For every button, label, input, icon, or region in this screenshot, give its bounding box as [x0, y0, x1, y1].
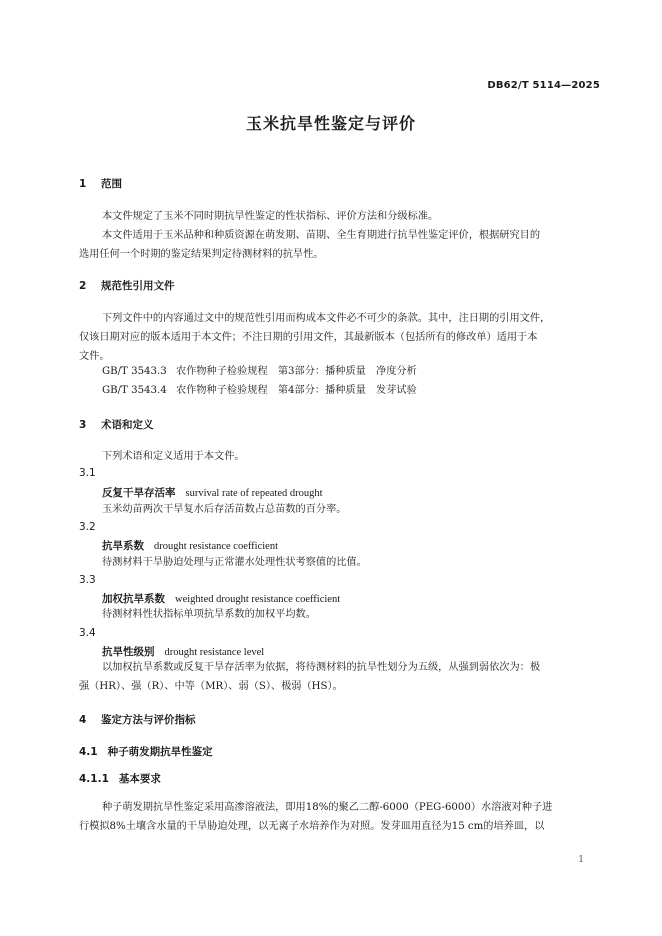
term-chinese: 抗旱系数 — [102, 540, 144, 552]
term-english: weighted drought resistance coefficient — [175, 594, 341, 605]
section-title: 规范性引用文件 — [101, 280, 175, 292]
term-entry — [102, 591, 340, 606]
paragraph-continued: 文件。 — [79, 351, 110, 362]
section-title: 范围 — [101, 178, 122, 190]
reference-title: 农作物种子检验规程 第4部分：播种质量 发芽试验 — [176, 385, 417, 396]
paragraph-continued: 行模拟8%土壤含水量的干旱胁迫处理，以无离子水培养作为对照。发芽皿用直径为15 cm的培养皿，以 — [79, 821, 545, 832]
term-entry — [102, 538, 278, 553]
subsection-number: 4.1 — [79, 746, 98, 758]
subsection-heading — [79, 744, 213, 759]
section-2-heading — [79, 278, 175, 293]
subsection-title: 种子萌发期抗旱性鉴定 — [107, 746, 213, 758]
paragraph-continued: 选用任何一个时期的鉴定结果判定待测材料的抗旱性。 — [79, 249, 324, 260]
section-number: 1 — [79, 178, 87, 190]
term-definition: 待测材料性状指标单项抗旱系数的加权平均数。 — [102, 609, 316, 620]
term-definition: 待测材料干旱胁迫处理与正常灌水处理性状考察值的比值。 — [102, 557, 367, 568]
term-number: 3.2 — [79, 521, 96, 533]
term-number: 3.3 — [79, 574, 96, 586]
section-1-heading — [79, 176, 122, 191]
document-code: DB62/T 5114—2025 — [487, 80, 600, 91]
section-3-heading — [79, 417, 154, 432]
paragraph-continued: 仅该日期对应的版本适用于本文件；不注日期的引用文件，其最新版本（包括所有的修改单）适用于本 — [79, 332, 538, 343]
reference-code: GB/T 3543.4 — [102, 385, 167, 396]
term-definition: 玉米幼苗两次干旱复水后存活苗数占总苗数的百分率。 — [102, 504, 347, 515]
paragraph: 本文件规定了玉米不同时期抗旱性鉴定的性状指标、评价方法和分级标准。 — [102, 211, 439, 222]
reference-item — [102, 362, 417, 377]
paragraph: 下列文件中的内容通过文中的规范性引用而构成本文件必不可少的条款。其中，注日期的引用文件， — [102, 313, 551, 324]
term-chinese: 反复干旱存活率 — [102, 487, 176, 499]
subsubsection-number: 4.1.1 — [79, 773, 109, 785]
term-entry — [102, 644, 264, 659]
term-chinese: 抗旱性级别 — [102, 646, 155, 658]
term-number: 3.1 — [79, 467, 96, 479]
section-number: 2 — [79, 280, 87, 292]
term-entry — [102, 485, 323, 500]
paragraph: 本文件适用于玉米品种和种质资源在萌发期、苗期、全生育期进行抗旱性鉴定评价，根据研究目的 — [102, 230, 541, 241]
reference-code: GB/T 3543.3 — [102, 366, 167, 377]
section-title: 术语和定义 — [101, 419, 154, 431]
term-definition: 以加权抗旱系数或反复干旱存活率为依据，将待测材料的抗旱性划分为五级，从强到弱依次为：极 — [102, 662, 541, 673]
paragraph: 种子萌发期抗旱性鉴定采用高渗溶液法，即用18%的聚乙二醇-6000（PEG-6000）水溶液对种子进 — [102, 802, 553, 813]
reference-title: 农作物种子检验规程 第3部分：播种质量 净度分析 — [176, 366, 417, 377]
page-number: 1 — [578, 855, 584, 865]
term-english: drought resistance level — [164, 647, 265, 658]
term-definition-continued: 强（HR）、强（R）、中等（MR）、弱（S）、极弱（HS）。 — [79, 681, 343, 692]
subsubsection-title: 基本要求 — [118, 773, 161, 785]
document-title: 玉米抗旱性鉴定与评价 — [245, 114, 416, 133]
term-number: 3.4 — [79, 627, 96, 639]
reference-item — [102, 381, 417, 396]
section-number: 4 — [79, 714, 87, 726]
paragraph: 下列术语和定义适用于本文件。 — [102, 451, 245, 462]
section-title: 鉴定方法与评价指标 — [101, 714, 196, 726]
subsubsection-heading — [79, 771, 161, 786]
term-english: drought resistance coefficient — [154, 541, 279, 552]
section-4-heading — [79, 712, 196, 727]
term-chinese: 加权抗旱系数 — [102, 593, 165, 605]
section-number: 3 — [79, 419, 87, 431]
term-english: survival rate of repeated drought — [185, 488, 323, 499]
